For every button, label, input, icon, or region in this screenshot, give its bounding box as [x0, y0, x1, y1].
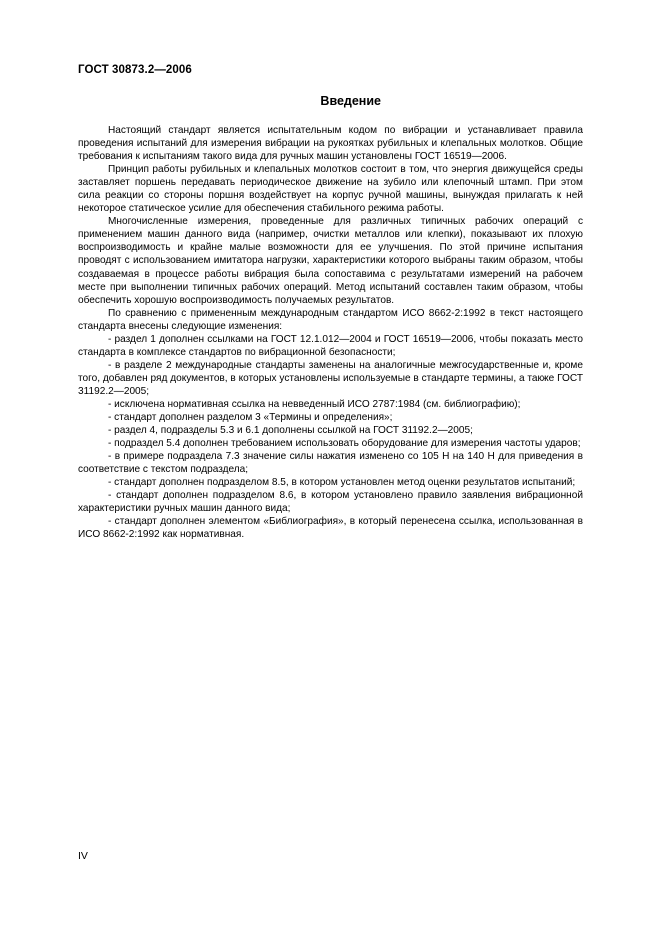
paragraph-measurements: Многочисленные измерения, проведенные для различных типичных рабочих операций с применением машин данного вида (например, очистки металлов или клепки), показывают их плохую воспроизводимость и крайне малые возможности для ее улучшения. По этой причине испытания проводят с использованием имитатора нагрузки, характеристики которого выбраны таким образом, чтобы создаваемая в процессе работы вибрация была сопоставима с результатами измерений на рабочем месте при выполнении типичных рабочих операций. Метод испытаний составлен таким образом, чтобы обеспечить хорошую воспроизводимость получаемых результатов.	[78, 216, 583, 306]
change-item: - раздел 1 дополнен ссылками на ГОСТ 12.1.012—2004 и ГОСТ 16519—2006, чтобы показать место стандарта в комплексе стандартов по вибрационной безопасности;	[78, 333, 583, 358]
change-item: - стандарт дополнен подразделом 8.6, в котором установлено правило заявления вибрационной характеристики ручных машин данного вида;	[78, 490, 583, 515]
change-item: - в разделе 2 международные стандарты заменены на аналогичные межгосударственные и, кроме того, добавлен ряд документов, в которых установлены используемые в стандарте термины, а также ГОСТ 31192.2—2005;	[78, 359, 583, 397]
document-code: ГОСТ 30873.2—2006	[78, 64, 192, 76]
page-number: IV	[78, 850, 88, 862]
change-item: - в примере подраздела 7.3 значение силы нажатия изменено со 105 Н на 140 Н для приведения в соответствие с текстом подраздела;	[78, 451, 583, 476]
change-item: - исключена нормативная ссылка на невведенный ИСО 2787:1984 (см. библиографию);	[108, 398, 521, 410]
paragraph-purpose: Настоящий стандарт является испытательным кодом по вибрации и устанавливает правила проведения испытаний для измерения вибрации на рукоятках рубильных и клепальных молотков. Общие требования к испытаниям такого вида для ручных машин установлены ГОСТ 16519—2006.	[78, 125, 583, 163]
paragraph-changes-intro: По сравнению с примененным международным стандартом ИСО 8662-2:1992 в текст настоящего стандарта внесены следующие изменения:	[78, 307, 583, 332]
paragraph-principle: Принцип работы рубильных и клепальных молотков состоит в том, что энергия движущейся среды заставляет поршень передавать периодическое движение на зубило или клепочный штамп. При этом сила реакции со стороны поршня воздействует на корпус ручной машины, вынуждая прилагать к ней некоторое статическое усилие для обеспечения стабильного режима работы.	[78, 164, 583, 215]
change-item: - стандарт дополнен подразделом 8.5, в котором установлен метод оценки результатов испытаний;	[108, 477, 576, 489]
section-title	[78, 94, 583, 108]
section-title-text: Введение	[320, 94, 381, 108]
change-item: - раздел 4, подразделы 5.3 и 6.1 дополнены ссылкой на ГОСТ 31192.2—2005;	[108, 425, 473, 437]
change-item: - подраздел 5.4 дополнен требованием использовать оборудование для измерения частоты ударов;	[108, 438, 581, 450]
change-item: - стандарт дополнен элементом «Библиография», в который перенесена ссылка, использованная в ИСО 8662-2:1992 как нормативная.	[78, 516, 583, 541]
change-item: - стандарт дополнен разделом 3 «Термины и определения»;	[108, 412, 393, 424]
introduction-body	[78, 124, 583, 542]
